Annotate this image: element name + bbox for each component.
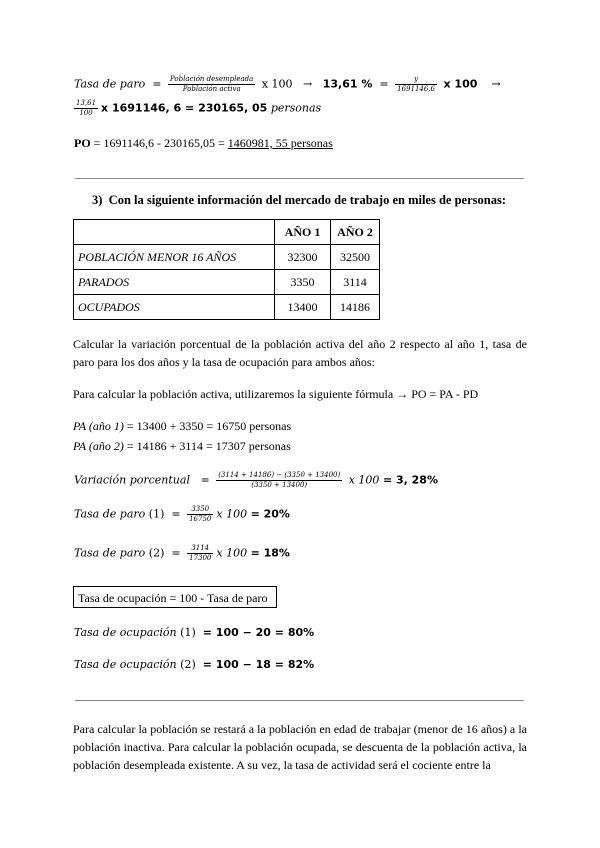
eq-lhs: Tasa de ocupación [74,626,177,639]
table-row-label: PARADOS [74,270,275,295]
table-row [74,245,380,270]
fraction-numerator: 3114 [187,544,213,554]
table-header-cell: AÑO 1 [275,220,331,245]
boxed-ocupacion-formula: Tasa de ocupación = 100 - Tasa de paro [73,586,277,608]
pa-label: PA (año 1) [73,419,124,433]
separator-line [75,700,524,701]
table-cell: 32300 [275,245,331,270]
po-result: 1460981, 55 personas [227,136,333,150]
table-cell: 3114 [331,270,380,295]
eq-tasa-ocupacion-2 [74,658,314,671]
table-row [74,295,380,320]
table-row-label: OCUPADOS [74,295,275,320]
table-cell: 14186 [331,295,380,320]
eq-personas-desempleadas [74,99,321,118]
eq-lhs: Variación porcentual [74,473,190,487]
times-100: x 100 [348,473,380,487]
table-header-cell [74,220,275,245]
equals-sign: = [379,77,389,91]
section-3-heading [92,191,506,209]
eq-lhs: Tasa de paro [74,546,146,560]
eq-result: 13,61 % [322,77,373,91]
eq-year: (1) [180,626,196,639]
table-cell: 13400 [275,295,331,320]
fraction [187,505,213,524]
table-row [74,270,380,295]
eq-unit: personas [270,101,322,115]
equals-sign: = [171,507,181,521]
times-100: x 100 [216,507,248,521]
times-100: x 100 [443,77,478,91]
eq-lhs: Tasa de paro [74,77,146,91]
section-title: Con la siguiente información del mercado de trabajo en miles de personas: [108,193,506,207]
eq-result: = 100 − 18 = 82% [202,658,315,671]
eq-tasa-ocupacion-1 [74,626,314,639]
fraction-denominator: 17300 [189,554,212,562]
fraction [187,544,213,563]
problem-statement: Calcular la variación porcentual de la población activa del año 2 respecto al año 1, tasa de paro para los dos años y la tasa de ocupación para ambos años: [73,337,527,369]
separator-line [75,178,524,179]
eq-expression: x 1691146, 6 = 230165, 05 [101,101,268,115]
table-header-row [74,220,380,245]
labor-market-table [73,219,380,320]
fraction [168,75,255,94]
table-cell: 32500 [331,245,380,270]
eq-tasa-paro-definition [74,75,501,94]
eq-result: = 100 − 20 = 80% [202,626,315,639]
fraction-denominator: Población activa [182,85,241,93]
pa-expression: = 14186 + 3114 = 17307 personas [123,439,291,453]
fraction-denominator: 100 [79,109,93,117]
eq-tasa-paro-1 [74,505,290,524]
fraction-numerator: (3114 + 14186) − (3350 + 13400) [218,471,341,479]
arrow-icon: → [491,77,501,91]
fraction-numerator: 13,61 [76,99,97,107]
pa-year-2 [73,437,291,455]
eq-result: = 3, 28% [382,473,438,487]
fraction-denominator: 1691146,6 [397,85,435,93]
eq-year: (2) [180,658,196,671]
pa-expression: = 13400 + 3350 = 16750 personas [123,419,292,433]
equals-sign: = [171,546,181,560]
fraction-denominator: (3350 + 13400) [251,481,308,489]
fraction-numerator: 3350 [187,505,213,515]
arrow-icon: → [303,77,313,91]
table-header-cell: AÑO 2 [331,220,380,245]
times-100: x 100 [261,77,293,91]
equals-sign: = [200,473,210,487]
po-label: PO [74,136,91,150]
final-paragraph: Para calcular la población se restará a la población en edad de trabajar (menor de 16 años) a la población inactiva. Para calcular la población ocupada, se descuenta de la población activa, la población desempleada existente. A su vez, la tasa de actividad será el cociente entre la [73,722,527,772]
equals-sign: = [152,77,162,91]
pa-year-1 [73,417,291,435]
table-row-label: POBLACIÓN MENOR 16 AÑOS [74,245,275,270]
eq-tasa-paro-2 [74,544,290,563]
section-number: 3) [92,193,103,207]
pa-label: PA (año 2) [73,439,124,453]
fraction [216,471,342,490]
eq-result: = 18% [250,546,290,560]
eq-year: (2) [148,546,165,560]
eq-variacion-porcentual [74,471,438,490]
eq-lhs: Tasa de paro [74,507,146,521]
eq-year: (1) [148,507,165,521]
po-line [74,134,333,152]
eq-result: = 20% [250,507,290,521]
fraction [395,75,437,94]
fraction [74,99,98,118]
fraction-denominator: 16750 [189,515,212,523]
fraction-numerator: y [395,75,437,85]
fraction-numerator: Población desempleada [170,75,254,83]
table-cell: 3350 [275,270,331,295]
eq-lhs: Tasa de ocupación [74,658,177,671]
times-100: x 100 [216,546,248,560]
formula-line: Para calcular la población activa, utilizaremos la siguiente fórmula → PO = PA - PD [73,387,479,401]
po-expression: = 1691146,6 - 230165,05 = [90,136,228,150]
